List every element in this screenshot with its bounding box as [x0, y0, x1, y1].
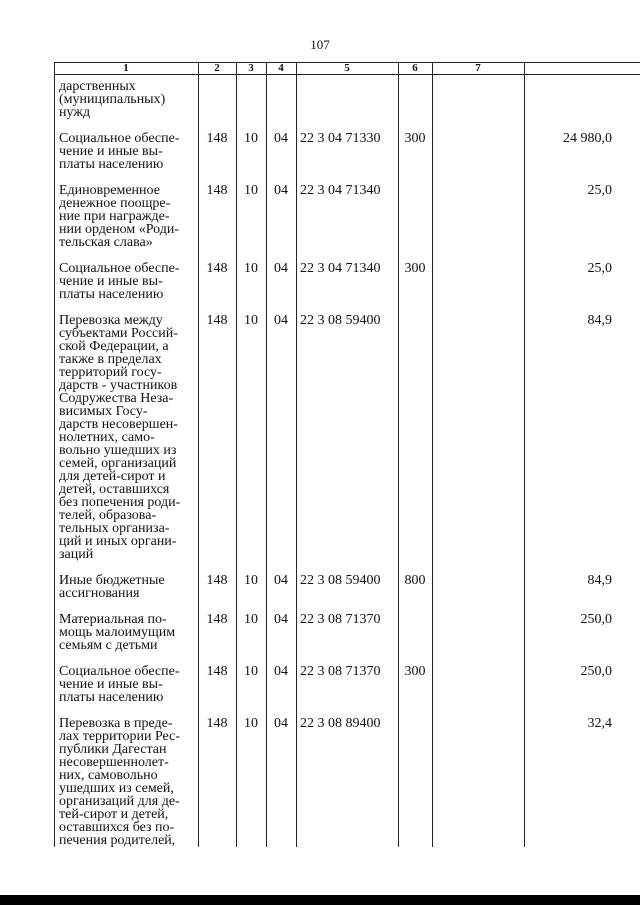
admin-code: 148: [206, 716, 228, 731]
section-code: 10: [244, 716, 258, 731]
amount: 84,9: [587, 573, 612, 588]
amount: 25,0: [587, 183, 612, 198]
column-header: 2: [214, 62, 220, 74]
subsection-code: 04: [274, 261, 288, 276]
row-name: дарственных (муниципальных) нужд: [59, 79, 166, 120]
subsection-code: 04: [274, 183, 288, 198]
subsection-code: 04: [274, 313, 288, 328]
target-article: 22 3 04 71340: [300, 261, 381, 276]
admin-code: 148: [206, 183, 228, 198]
column-divider: [296, 62, 297, 847]
target-article: 22 3 08 59400: [300, 573, 381, 588]
column-divider: [398, 62, 399, 847]
row-name: Материальная по- мощь малоимущим семьям с детьми: [59, 612, 176, 653]
scan-edge-bar: [0, 895, 640, 905]
amount: 32,4: [587, 716, 612, 731]
row-name: Перевозка между субъектами Россий- ской Федерации, а также в пределах территорий госу- дарств - участников Содружества Неза- висимых Госу- дарств несовершен- нолетних, само- вольно ушедших из семей, организаций для детей-сирот и детей, оставшихся без попечения роди- телей, образова- тельных организа- ций и иных органи- заций: [59, 313, 181, 562]
header-bottom-border: [54, 74, 640, 75]
column-header: 3: [248, 62, 254, 74]
column-header: 7: [475, 62, 481, 74]
section-code: 10: [244, 664, 258, 679]
target-article: 22 3 08 71370: [300, 664, 381, 679]
column-header: 1: [123, 62, 129, 74]
row-name: Социальное обеспе- чение и иные вы- платы населению: [59, 131, 180, 172]
column-header: 6: [412, 62, 418, 74]
admin-code: 148: [206, 573, 228, 588]
row-name: Перевозка в преде- лах территории Рес- публики Дагестан несовершеннолет- них, самовольно ушедших из семей, организаций для де- тей-сирот и детей, оставшихся без по- печения родителей,: [59, 716, 180, 848]
page-number: 107: [310, 37, 330, 52]
section-code: 10: [244, 131, 258, 146]
subsection-code: 04: [274, 716, 288, 731]
amount: 25,0: [587, 261, 612, 276]
column-header: 5: [344, 62, 350, 74]
subsection-code: 04: [274, 664, 288, 679]
column-divider: [432, 62, 433, 847]
admin-code: 148: [206, 131, 228, 146]
target-article: 22 3 04 71330: [300, 131, 381, 146]
admin-code: 148: [206, 612, 228, 627]
amount: 24 980,0: [563, 131, 612, 146]
amount: 250,0: [580, 664, 612, 679]
column-divider: [54, 62, 55, 847]
expense-type: 800: [404, 573, 426, 588]
subsection-code: 04: [274, 131, 288, 146]
admin-code: 148: [206, 261, 228, 276]
subsection-code: 04: [274, 573, 288, 588]
expense-type: 300: [404, 664, 426, 679]
admin-code: 148: [206, 664, 228, 679]
admin-code: 148: [206, 313, 228, 328]
row-name: Социальное обеспе- чение и иные вы- платы населению: [59, 664, 180, 705]
section-code: 10: [244, 183, 258, 198]
section-code: 10: [244, 313, 258, 328]
section-code: 10: [244, 612, 258, 627]
target-article: 22 3 08 89400: [300, 716, 381, 731]
target-article: 22 3 04 71340: [300, 183, 381, 198]
section-code: 10: [244, 573, 258, 588]
amount: 250,0: [580, 612, 612, 627]
target-article: 22 3 08 59400: [300, 313, 381, 328]
column-header: [524, 62, 640, 74]
amount: 84,9: [587, 313, 612, 328]
column-header: 4: [278, 62, 284, 74]
expense-type: 300: [404, 131, 426, 146]
target-article: 22 3 08 71370: [300, 612, 381, 627]
section-code: 10: [244, 261, 258, 276]
subsection-code: 04: [274, 612, 288, 627]
expense-type: 300: [404, 261, 426, 276]
row-name: Социальное обеспе- чение и иные вы- платы населению: [59, 261, 180, 302]
row-name: Единовременное денежное поощре- ние при награжде- нии орденом «Роди- тельская слава»: [59, 183, 180, 250]
row-name: Иные бюджетные ассигнования: [59, 573, 165, 601]
